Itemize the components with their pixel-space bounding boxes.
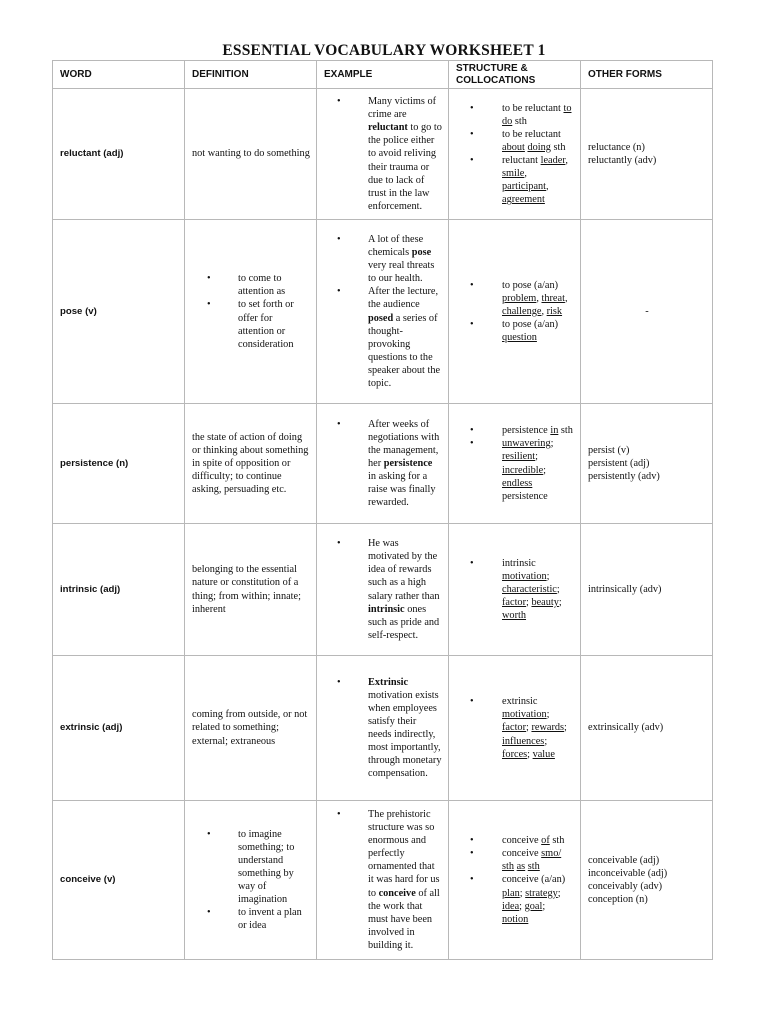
word-term: conceive <box>60 874 102 886</box>
other-forms-cell: persist (v) persistent (adj) persistently (adv) <box>581 404 713 524</box>
example-item: • Many victims of crime are reluctant to go to the police either to avoid reliving their trauma or due to lack of trust in the law enforcement. <box>324 95 442 213</box>
collocation-item: • to pose (a/an) question <box>456 318 574 344</box>
table-row <box>53 89 713 220</box>
word-pos: (n) <box>116 457 129 469</box>
word-cell <box>53 220 185 404</box>
example-item: • Extrinsic motivation exists when employees satisfy their needs indirectly, most importantly, through monetary compensation. <box>324 676 442 781</box>
example-cell <box>317 404 449 524</box>
collocation-item: • intrinsic motivation; characteristic; factor; beauty; worth <box>456 557 574 622</box>
collocation-item: • to be reluctant to do sth <box>456 102 574 128</box>
example-cell <box>317 656 449 801</box>
collocation-item: • conceive (a/an) plan; strategy; idea; goal; notion <box>456 873 574 925</box>
definition-cell: the state of action of doing or thinking about something in spite of opposition or difficulty; to continue asking, persuading etc. <box>185 404 317 524</box>
definition-cell: belonging to the essential nature or constitution of a thing; from within; innate; inherent <box>185 524 317 656</box>
definition-cell: not wanting to do something <box>185 89 317 220</box>
header-other-forms: OTHER FORMS <box>581 61 713 89</box>
table-row <box>53 404 713 524</box>
word-term: persistence <box>60 457 114 469</box>
table-row <box>53 801 713 960</box>
collocation-item: • reluctant leader, smile, participant, agreement <box>456 154 574 206</box>
example-item: • A lot of these chemicals pose very real threats to our health. <box>324 233 442 285</box>
word-cell <box>53 656 185 801</box>
structure-cell <box>449 404 581 524</box>
structure-cell <box>449 656 581 801</box>
other-forms-cell: - <box>581 220 713 404</box>
word-pos: (adj) <box>103 148 124 160</box>
word-term: intrinsic <box>60 583 98 595</box>
collocation-item: • conceive of sth <box>456 834 574 847</box>
structure-cell <box>449 801 581 960</box>
structure-cell <box>449 220 581 404</box>
definition-cell <box>185 220 317 404</box>
header-structure <box>449 61 581 89</box>
definition-item: • to set forth or offer for attention or consideration <box>192 298 310 350</box>
word-cell <box>53 404 185 524</box>
example-cell <box>317 801 449 960</box>
other-forms-cell: reluctance (n) reluctantly (adv) <box>581 89 713 220</box>
example-cell <box>317 220 449 404</box>
word-pos: (adj) <box>102 722 123 734</box>
word-pos: (adj) <box>100 583 121 595</box>
worksheet-title: ESSENTIAL VOCABULARY WORKSHEET 1 <box>222 42 546 59</box>
word-cell <box>53 89 185 220</box>
collocation-item: • persistence in sth <box>456 424 574 437</box>
other-forms-cell: extrinsically (adv) <box>581 656 713 801</box>
header-word: WORD <box>53 61 185 89</box>
word-term: reluctant <box>60 148 101 160</box>
word-pos: (v) <box>85 305 97 317</box>
header-example: EXAMPLE <box>317 61 449 89</box>
other-forms-cell: conceivable (adj) inconceivable (adj) conceivably (adv) conception (n) <box>581 801 713 960</box>
table-row <box>53 656 713 801</box>
example-cell <box>317 89 449 220</box>
example-item: • The prehistoric structure was so enormous and perfectly ornamented that it was hard for us to conceive of all the work that must have been involved in building it. <box>324 808 442 952</box>
table-row <box>53 220 713 404</box>
header-row <box>53 61 713 89</box>
definition-cell <box>185 801 317 960</box>
word-term: extrinsic <box>60 722 100 734</box>
collocation-item: • to be reluctant about doing sth <box>456 128 574 154</box>
header-definition: DEFINITION <box>185 61 317 89</box>
example-item: • After the lecture, the audience posed a series of thought-provoking questions to the speaker about the topic. <box>324 285 442 390</box>
structure-cell <box>449 524 581 656</box>
vocabulary-table <box>52 60 713 960</box>
definition-item: • to imagine something; to understand something by way of imagination <box>192 828 310 907</box>
example-item: • He was motivated by the idea of rewards such as a high salary rather than intrinsic ones such as pride and self-respect. <box>324 537 442 642</box>
header-structure-line2: COLLOCATIONS <box>456 74 536 86</box>
table-row <box>53 524 713 656</box>
definition-cell: coming from outside, or not related to something; external; extraneous <box>185 656 317 801</box>
structure-cell <box>449 89 581 220</box>
word-cell <box>53 801 185 960</box>
definition-item: • to invent a plan or idea <box>192 906 310 932</box>
collocation-item: • to pose (a/an) problem, threat, challenge, risk <box>456 279 574 318</box>
header-structure-line1: STRUCTURE & <box>456 63 528 74</box>
word-term: pose <box>60 305 83 317</box>
example-cell <box>317 524 449 656</box>
word-pos: (v) <box>103 874 116 886</box>
definition-item: • to come to attention as <box>192 272 310 298</box>
other-forms-cell: intrinsically (adv) <box>581 524 713 656</box>
collocation-item: • conceive smo/ sth as sth <box>456 847 574 873</box>
collocation-item: • extrinsic motivation; factor; rewards; influences; forces; value <box>456 695 574 760</box>
word-cell <box>53 524 185 656</box>
example-item: • After weeks of negotiations with the management, her persistence in asking for a raise was finally rewarded. <box>324 418 442 510</box>
collocation-item: • unwavering; resilient; incredible; endless persistence <box>456 437 574 502</box>
